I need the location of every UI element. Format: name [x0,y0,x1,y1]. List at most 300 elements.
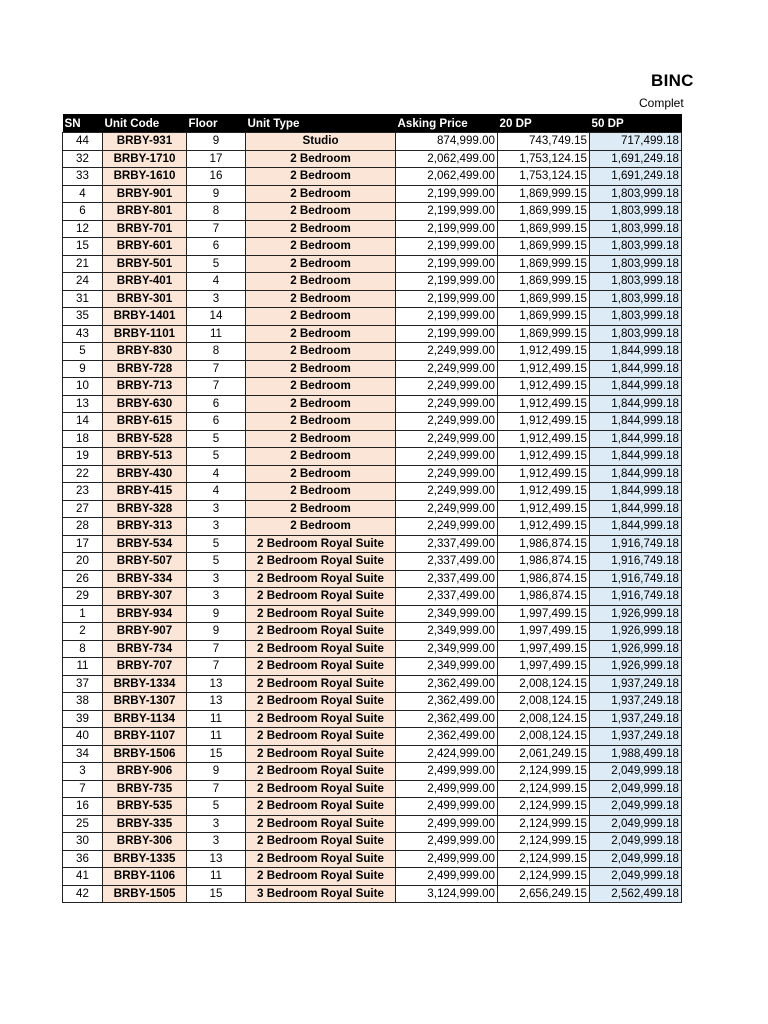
cell-asking-price[interactable]: 2,499,999.00 [396,833,498,851]
cell-sn[interactable]: 5 [63,343,103,361]
cell-sn[interactable]: 38 [63,693,103,711]
cell-20-dp[interactable]: 1,869,999.15 [498,290,590,308]
cell-sn[interactable]: 13 [63,395,103,413]
cell-20-dp[interactable]: 2,008,124.15 [498,693,590,711]
cell-unit-type[interactable]: 2 Bedroom Royal Suite [246,675,396,693]
cell-unit-type[interactable]: 2 Bedroom Royal Suite [246,640,396,658]
cell-20-dp[interactable]: 2,124,999.15 [498,833,590,851]
cell-20-dp[interactable]: 743,749.15 [498,133,590,151]
cell-unit-type[interactable]: 2 Bedroom [246,465,396,483]
cell-20-dp[interactable]: 1,986,874.15 [498,553,590,571]
cell-sn[interactable]: 32 [63,150,103,168]
cell-20-dp[interactable]: 1,869,999.15 [498,255,590,273]
cell-floor[interactable]: 11 [187,868,246,886]
cell-unit-type[interactable]: 2 Bedroom Royal Suite [246,745,396,763]
cell-20-dp[interactable]: 1,912,499.15 [498,518,590,536]
cell-50-dp[interactable]: 2,049,999.18 [590,850,682,868]
cell-floor[interactable]: 5 [187,798,246,816]
cell-asking-price[interactable]: 2,062,499.00 [396,150,498,168]
cell-unit-code[interactable]: BRBY-934 [103,605,187,623]
cell-asking-price[interactable]: 2,349,999.00 [396,623,498,641]
cell-unit-code[interactable]: BRBY-507 [103,553,187,571]
cell-floor[interactable]: 3 [187,500,246,518]
cell-20-dp[interactable]: 1,869,999.15 [498,273,590,291]
cell-20-dp[interactable]: 2,008,124.15 [498,710,590,728]
cell-20-dp[interactable]: 1,912,499.15 [498,500,590,518]
cell-unit-type[interactable]: 2 Bedroom Royal Suite [246,798,396,816]
cell-unit-code[interactable]: BRBY-728 [103,360,187,378]
cell-floor[interactable]: 13 [187,693,246,711]
cell-20-dp[interactable]: 1,869,999.15 [498,185,590,203]
cell-50-dp[interactable]: 1,844,999.18 [590,483,682,501]
cell-unit-code[interactable]: BRBY-1401 [103,308,187,326]
cell-20-dp[interactable]: 1,912,499.15 [498,413,590,431]
cell-asking-price[interactable]: 2,249,999.00 [396,413,498,431]
cell-unit-code[interactable]: BRBY-1334 [103,675,187,693]
cell-unit-code[interactable]: BRBY-1505 [103,885,187,903]
cell-unit-code[interactable]: BRBY-501 [103,255,187,273]
cell-sn[interactable]: 34 [63,745,103,763]
cell-asking-price[interactable]: 2,249,999.00 [396,518,498,536]
cell-50-dp[interactable]: 2,049,999.18 [590,815,682,833]
cell-asking-price[interactable]: 2,362,499.00 [396,710,498,728]
cell-unit-type[interactable]: 2 Bedroom [246,220,396,238]
cell-50-dp[interactable]: 1,937,249.18 [590,675,682,693]
cell-asking-price[interactable]: 2,362,499.00 [396,728,498,746]
cell-unit-code[interactable]: BRBY-901 [103,185,187,203]
cell-unit-code[interactable]: BRBY-334 [103,570,187,588]
cell-50-dp[interactable]: 1,803,999.18 [590,220,682,238]
cell-20-dp[interactable]: 1,997,499.15 [498,658,590,676]
cell-asking-price[interactable]: 2,249,999.00 [396,360,498,378]
cell-sn[interactable]: 43 [63,325,103,343]
cell-floor[interactable]: 5 [187,535,246,553]
cell-20-dp[interactable]: 1,912,499.15 [498,483,590,501]
cell-20-dp[interactable]: 1,912,499.15 [498,360,590,378]
cell-50-dp[interactable]: 1,926,999.18 [590,658,682,676]
cell-floor[interactable]: 7 [187,220,246,238]
cell-asking-price[interactable]: 2,499,999.00 [396,798,498,816]
cell-20-dp[interactable]: 1,912,499.15 [498,395,590,413]
cell-asking-price[interactable]: 2,337,499.00 [396,570,498,588]
cell-unit-type[interactable]: 2 Bedroom Royal Suite [246,833,396,851]
cell-asking-price[interactable]: 2,199,999.00 [396,203,498,221]
cell-unit-code[interactable]: BRBY-830 [103,343,187,361]
cell-asking-price[interactable]: 2,199,999.00 [396,273,498,291]
cell-unit-type[interactable]: 2 Bedroom Royal Suite [246,588,396,606]
cell-sn[interactable]: 27 [63,500,103,518]
cell-asking-price[interactable]: 2,499,999.00 [396,815,498,833]
cell-floor[interactable]: 11 [187,710,246,728]
cell-sn[interactable]: 9 [63,360,103,378]
cell-asking-price[interactable]: 2,249,999.00 [396,343,498,361]
cell-20-dp[interactable]: 1,986,874.15 [498,570,590,588]
header-unit-type[interactable]: Unit Type [246,114,396,133]
cell-50-dp[interactable]: 1,844,999.18 [590,395,682,413]
cell-unit-code[interactable]: BRBY-1307 [103,693,187,711]
cell-20-dp[interactable]: 1,986,874.15 [498,535,590,553]
cell-50-dp[interactable]: 717,499.18 [590,133,682,151]
cell-asking-price[interactable]: 2,362,499.00 [396,675,498,693]
cell-unit-code[interactable]: BRBY-335 [103,815,187,833]
cell-50-dp[interactable]: 1,803,999.18 [590,255,682,273]
cell-20-dp[interactable]: 2,656,249.15 [498,885,590,903]
cell-20-dp[interactable]: 1,912,499.15 [498,448,590,466]
header-20-dp[interactable]: 20 DP [498,114,590,133]
cell-asking-price[interactable]: 2,362,499.00 [396,693,498,711]
cell-unit-code[interactable]: BRBY-328 [103,500,187,518]
cell-unit-code[interactable]: BRBY-301 [103,290,187,308]
cell-50-dp[interactable]: 1,803,999.18 [590,185,682,203]
cell-50-dp[interactable]: 1,803,999.18 [590,273,682,291]
cell-20-dp[interactable]: 1,912,499.15 [498,430,590,448]
cell-20-dp[interactable]: 1,997,499.15 [498,605,590,623]
cell-sn[interactable]: 30 [63,833,103,851]
header-sn[interactable]: SN [63,114,103,133]
cell-sn[interactable]: 36 [63,850,103,868]
cell-floor[interactable]: 9 [187,623,246,641]
cell-50-dp[interactable]: 1,691,249.18 [590,150,682,168]
cell-sn[interactable]: 3 [63,763,103,781]
cell-unit-code[interactable]: BRBY-1506 [103,745,187,763]
cell-sn[interactable]: 1 [63,605,103,623]
cell-sn[interactable]: 8 [63,640,103,658]
cell-floor[interactable]: 13 [187,675,246,693]
cell-floor[interactable]: 3 [187,518,246,536]
cell-unit-type[interactable]: 2 Bedroom [246,273,396,291]
cell-unit-type[interactable]: 2 Bedroom [246,483,396,501]
cell-unit-code[interactable]: BRBY-707 [103,658,187,676]
cell-unit-type[interactable]: 2 Bedroom [246,255,396,273]
cell-unit-type[interactable]: 2 Bedroom [246,378,396,396]
cell-20-dp[interactable]: 1,869,999.15 [498,238,590,256]
cell-floor[interactable]: 7 [187,658,246,676]
cell-50-dp[interactable]: 1,803,999.18 [590,290,682,308]
cell-unit-code[interactable]: BRBY-1101 [103,325,187,343]
cell-20-dp[interactable]: 1,869,999.15 [498,203,590,221]
cell-20-dp[interactable]: 2,124,999.15 [498,780,590,798]
cell-50-dp[interactable]: 1,937,249.18 [590,693,682,711]
cell-asking-price[interactable]: 2,199,999.00 [396,220,498,238]
cell-asking-price[interactable]: 3,124,999.00 [396,885,498,903]
cell-floor[interactable]: 6 [187,238,246,256]
cell-sn[interactable]: 11 [63,658,103,676]
cell-sn[interactable]: 19 [63,448,103,466]
cell-asking-price[interactable]: 2,499,999.00 [396,850,498,868]
cell-sn[interactable]: 39 [63,710,103,728]
cell-unit-type[interactable]: 2 Bedroom Royal Suite [246,850,396,868]
cell-unit-code[interactable]: BRBY-306 [103,833,187,851]
cell-unit-code[interactable]: BRBY-1710 [103,150,187,168]
cell-50-dp[interactable]: 1,916,749.18 [590,535,682,553]
cell-unit-type[interactable]: 2 Bedroom [246,308,396,326]
cell-50-dp[interactable]: 2,049,999.18 [590,798,682,816]
cell-sn[interactable]: 42 [63,885,103,903]
cell-asking-price[interactable]: 2,337,499.00 [396,553,498,571]
cell-asking-price[interactable]: 2,249,999.00 [396,378,498,396]
cell-asking-price[interactable]: 874,999.00 [396,133,498,151]
cell-unit-type[interactable]: 2 Bedroom [246,413,396,431]
cell-sn[interactable]: 24 [63,273,103,291]
cell-sn[interactable]: 37 [63,675,103,693]
cell-20-dp[interactable]: 1,753,124.15 [498,168,590,186]
cell-sn[interactable]: 2 [63,623,103,641]
cell-unit-type[interactable]: 2 Bedroom [246,203,396,221]
cell-unit-type[interactable]: 2 Bedroom [246,168,396,186]
cell-floor[interactable]: 17 [187,150,246,168]
cell-floor[interactable]: 3 [187,815,246,833]
cell-unit-type[interactable]: 2 Bedroom [246,150,396,168]
cell-20-dp[interactable]: 2,124,999.15 [498,850,590,868]
cell-50-dp[interactable]: 1,844,999.18 [590,430,682,448]
cell-50-dp[interactable]: 1,803,999.18 [590,238,682,256]
cell-unit-code[interactable]: BRBY-1106 [103,868,187,886]
cell-asking-price[interactable]: 2,349,999.00 [396,605,498,623]
cell-unit-type[interactable]: 2 Bedroom Royal Suite [246,815,396,833]
cell-floor[interactable]: 5 [187,430,246,448]
cell-50-dp[interactable]: 1,844,999.18 [590,413,682,431]
cell-unit-type[interactable]: 2 Bedroom Royal Suite [246,868,396,886]
cell-50-dp[interactable]: 1,844,999.18 [590,448,682,466]
cell-sn[interactable]: 29 [63,588,103,606]
cell-unit-type[interactable]: 2 Bedroom [246,343,396,361]
cell-50-dp[interactable]: 1,844,999.18 [590,465,682,483]
cell-sn[interactable]: 10 [63,378,103,396]
cell-unit-type[interactable]: 2 Bedroom [246,360,396,378]
cell-floor[interactable]: 15 [187,745,246,763]
cell-floor[interactable]: 7 [187,640,246,658]
cell-50-dp[interactable]: 1,937,249.18 [590,710,682,728]
cell-20-dp[interactable]: 1,869,999.15 [498,308,590,326]
cell-50-dp[interactable]: 1,937,249.18 [590,728,682,746]
cell-50-dp[interactable]: 2,049,999.18 [590,833,682,851]
cell-50-dp[interactable]: 1,803,999.18 [590,308,682,326]
cell-sn[interactable]: 21 [63,255,103,273]
cell-20-dp[interactable]: 1,997,499.15 [498,640,590,658]
cell-unit-type[interactable]: 2 Bedroom Royal Suite [246,763,396,781]
cell-asking-price[interactable]: 2,199,999.00 [396,290,498,308]
cell-unit-type[interactable]: 2 Bedroom [246,185,396,203]
cell-floor[interactable]: 4 [187,465,246,483]
cell-asking-price[interactable]: 2,062,499.00 [396,168,498,186]
cell-50-dp[interactable]: 1,916,749.18 [590,570,682,588]
cell-unit-code[interactable]: BRBY-1134 [103,710,187,728]
cell-unit-code[interactable]: BRBY-701 [103,220,187,238]
cell-unit-type[interactable]: 2 Bedroom Royal Suite [246,535,396,553]
cell-floor[interactable]: 9 [187,605,246,623]
header-unit-code[interactable]: Unit Code [103,114,187,133]
cell-unit-type[interactable]: 2 Bedroom [246,448,396,466]
cell-asking-price[interactable]: 2,249,999.00 [396,395,498,413]
cell-50-dp[interactable]: 1,916,749.18 [590,588,682,606]
cell-floor[interactable]: 5 [187,255,246,273]
cell-asking-price[interactable]: 2,349,999.00 [396,658,498,676]
cell-unit-type[interactable]: 2 Bedroom Royal Suite [246,693,396,711]
cell-floor[interactable]: 7 [187,780,246,798]
cell-unit-code[interactable]: BRBY-906 [103,763,187,781]
cell-unit-code[interactable]: BRBY-713 [103,378,187,396]
cell-unit-code[interactable]: BRBY-513 [103,448,187,466]
cell-floor[interactable]: 13 [187,850,246,868]
cell-sn[interactable]: 17 [63,535,103,553]
cell-unit-type[interactable]: 2 Bedroom Royal Suite [246,623,396,641]
cell-sn[interactable]: 4 [63,185,103,203]
cell-unit-code[interactable]: BRBY-1107 [103,728,187,746]
cell-20-dp[interactable]: 2,124,999.15 [498,798,590,816]
cell-floor[interactable]: 3 [187,290,246,308]
cell-unit-code[interactable]: BRBY-630 [103,395,187,413]
cell-20-dp[interactable]: 2,124,999.15 [498,815,590,833]
header-floor[interactable]: Floor [187,114,246,133]
cell-50-dp[interactable]: 1,691,249.18 [590,168,682,186]
cell-50-dp[interactable]: 1,844,999.18 [590,518,682,536]
cell-unit-type[interactable]: 2 Bedroom Royal Suite [246,570,396,588]
cell-floor[interactable]: 4 [187,273,246,291]
cell-unit-type[interactable]: 2 Bedroom [246,395,396,413]
cell-floor[interactable]: 15 [187,885,246,903]
cell-20-dp[interactable]: 2,008,124.15 [498,728,590,746]
cell-unit-type[interactable]: 2 Bedroom [246,518,396,536]
cell-asking-price[interactable]: 2,349,999.00 [396,640,498,658]
cell-20-dp[interactable]: 2,061,249.15 [498,745,590,763]
header-asking-price[interactable]: Asking Price [396,114,498,133]
cell-20-dp[interactable]: 1,986,874.15 [498,588,590,606]
cell-unit-type[interactable]: 2 Bedroom Royal Suite [246,780,396,798]
cell-20-dp[interactable]: 2,124,999.15 [498,868,590,886]
cell-20-dp[interactable]: 1,869,999.15 [498,325,590,343]
cell-unit-code[interactable]: BRBY-601 [103,238,187,256]
cell-50-dp[interactable]: 2,562,499.18 [590,885,682,903]
cell-asking-price[interactable]: 2,199,999.00 [396,325,498,343]
cell-20-dp[interactable]: 1,753,124.15 [498,150,590,168]
cell-unit-code[interactable]: BRBY-528 [103,430,187,448]
cell-unit-type[interactable]: 2 Bedroom Royal Suite [246,605,396,623]
cell-sn[interactable]: 23 [63,483,103,501]
cell-floor[interactable]: 4 [187,483,246,501]
cell-asking-price[interactable]: 2,199,999.00 [396,185,498,203]
header-50-dp[interactable]: 50 DP [590,114,682,133]
cell-asking-price[interactable]: 2,199,999.00 [396,308,498,326]
cell-unit-code[interactable]: BRBY-307 [103,588,187,606]
cell-floor[interactable]: 3 [187,833,246,851]
cell-sn[interactable]: 6 [63,203,103,221]
cell-unit-code[interactable]: BRBY-535 [103,798,187,816]
cell-floor[interactable]: 11 [187,325,246,343]
cell-unit-code[interactable]: BRBY-415 [103,483,187,501]
cell-50-dp[interactable]: 2,049,999.18 [590,763,682,781]
cell-sn[interactable]: 40 [63,728,103,746]
cell-50-dp[interactable]: 2,049,999.18 [590,868,682,886]
cell-unit-type[interactable]: 2 Bedroom [246,430,396,448]
cell-asking-price[interactable]: 2,249,999.00 [396,483,498,501]
cell-sn[interactable]: 28 [63,518,103,536]
cell-sn[interactable]: 25 [63,815,103,833]
cell-50-dp[interactable]: 1,926,999.18 [590,623,682,641]
cell-unit-code[interactable]: BRBY-735 [103,780,187,798]
cell-sn[interactable]: 20 [63,553,103,571]
cell-50-dp[interactable]: 1,803,999.18 [590,325,682,343]
cell-unit-type[interactable]: 2 Bedroom [246,238,396,256]
cell-sn[interactable]: 44 [63,133,103,151]
cell-floor[interactable]: 6 [187,413,246,431]
cell-asking-price[interactable]: 2,337,499.00 [396,588,498,606]
cell-floor[interactable]: 9 [187,133,246,151]
cell-floor[interactable]: 11 [187,728,246,746]
cell-unit-type[interactable]: Studio [246,133,396,151]
cell-floor[interactable]: 5 [187,553,246,571]
cell-floor[interactable]: 3 [187,570,246,588]
cell-asking-price[interactable]: 2,249,999.00 [396,500,498,518]
cell-sn[interactable]: 14 [63,413,103,431]
cell-unit-code[interactable]: BRBY-801 [103,203,187,221]
cell-20-dp[interactable]: 2,124,999.15 [498,763,590,781]
cell-20-dp[interactable]: 1,869,999.15 [498,220,590,238]
cell-floor[interactable]: 6 [187,395,246,413]
cell-50-dp[interactable]: 1,926,999.18 [590,640,682,658]
cell-unit-code[interactable]: BRBY-430 [103,465,187,483]
cell-asking-price[interactable]: 2,249,999.00 [396,465,498,483]
cell-unit-code[interactable]: BRBY-401 [103,273,187,291]
cell-unit-type[interactable]: 2 Bedroom [246,290,396,308]
cell-asking-price[interactable]: 2,499,999.00 [396,868,498,886]
cell-sn[interactable]: 15 [63,238,103,256]
cell-unit-code[interactable]: BRBY-313 [103,518,187,536]
cell-sn[interactable]: 35 [63,308,103,326]
cell-50-dp[interactable]: 2,049,999.18 [590,780,682,798]
cell-floor[interactable]: 7 [187,360,246,378]
cell-unit-type[interactable]: 2 Bedroom [246,325,396,343]
cell-asking-price[interactable]: 2,499,999.00 [396,780,498,798]
cell-asking-price[interactable]: 2,249,999.00 [396,430,498,448]
cell-floor[interactable]: 9 [187,763,246,781]
cell-20-dp[interactable]: 2,008,124.15 [498,675,590,693]
cell-asking-price[interactable]: 2,249,999.00 [396,448,498,466]
cell-unit-code[interactable]: BRBY-907 [103,623,187,641]
cell-unit-type[interactable]: 3 Bedroom Royal Suite [246,885,396,903]
cell-20-dp[interactable]: 1,997,499.15 [498,623,590,641]
cell-unit-type[interactable]: 2 Bedroom [246,500,396,518]
cell-50-dp[interactable]: 1,844,999.18 [590,343,682,361]
cell-20-dp[interactable]: 1,912,499.15 [498,378,590,396]
cell-floor[interactable]: 14 [187,308,246,326]
cell-floor[interactable]: 7 [187,378,246,396]
cell-sn[interactable]: 22 [63,465,103,483]
cell-unit-code[interactable]: BRBY-931 [103,133,187,151]
cell-unit-code[interactable]: BRBY-534 [103,535,187,553]
cell-floor[interactable]: 8 [187,343,246,361]
cell-50-dp[interactable]: 1,844,999.18 [590,500,682,518]
cell-50-dp[interactable]: 1,988,499.18 [590,745,682,763]
cell-floor[interactable]: 16 [187,168,246,186]
cell-sn[interactable]: 18 [63,430,103,448]
cell-unit-type[interactable]: 2 Bedroom Royal Suite [246,710,396,728]
cell-sn[interactable]: 31 [63,290,103,308]
cell-unit-code[interactable]: BRBY-615 [103,413,187,431]
cell-20-dp[interactable]: 1,912,499.15 [498,343,590,361]
cell-unit-code[interactable]: BRBY-1335 [103,850,187,868]
cell-asking-price[interactable]: 2,199,999.00 [396,238,498,256]
cell-50-dp[interactable]: 1,844,999.18 [590,360,682,378]
cell-asking-price[interactable]: 2,499,999.00 [396,763,498,781]
cell-sn[interactable]: 16 [63,798,103,816]
cell-50-dp[interactable]: 1,916,749.18 [590,553,682,571]
cell-50-dp[interactable]: 1,803,999.18 [590,203,682,221]
cell-50-dp[interactable]: 1,926,999.18 [590,605,682,623]
cell-sn[interactable]: 7 [63,780,103,798]
cell-sn[interactable]: 41 [63,868,103,886]
cell-sn[interactable]: 26 [63,570,103,588]
cell-floor[interactable]: 9 [187,185,246,203]
